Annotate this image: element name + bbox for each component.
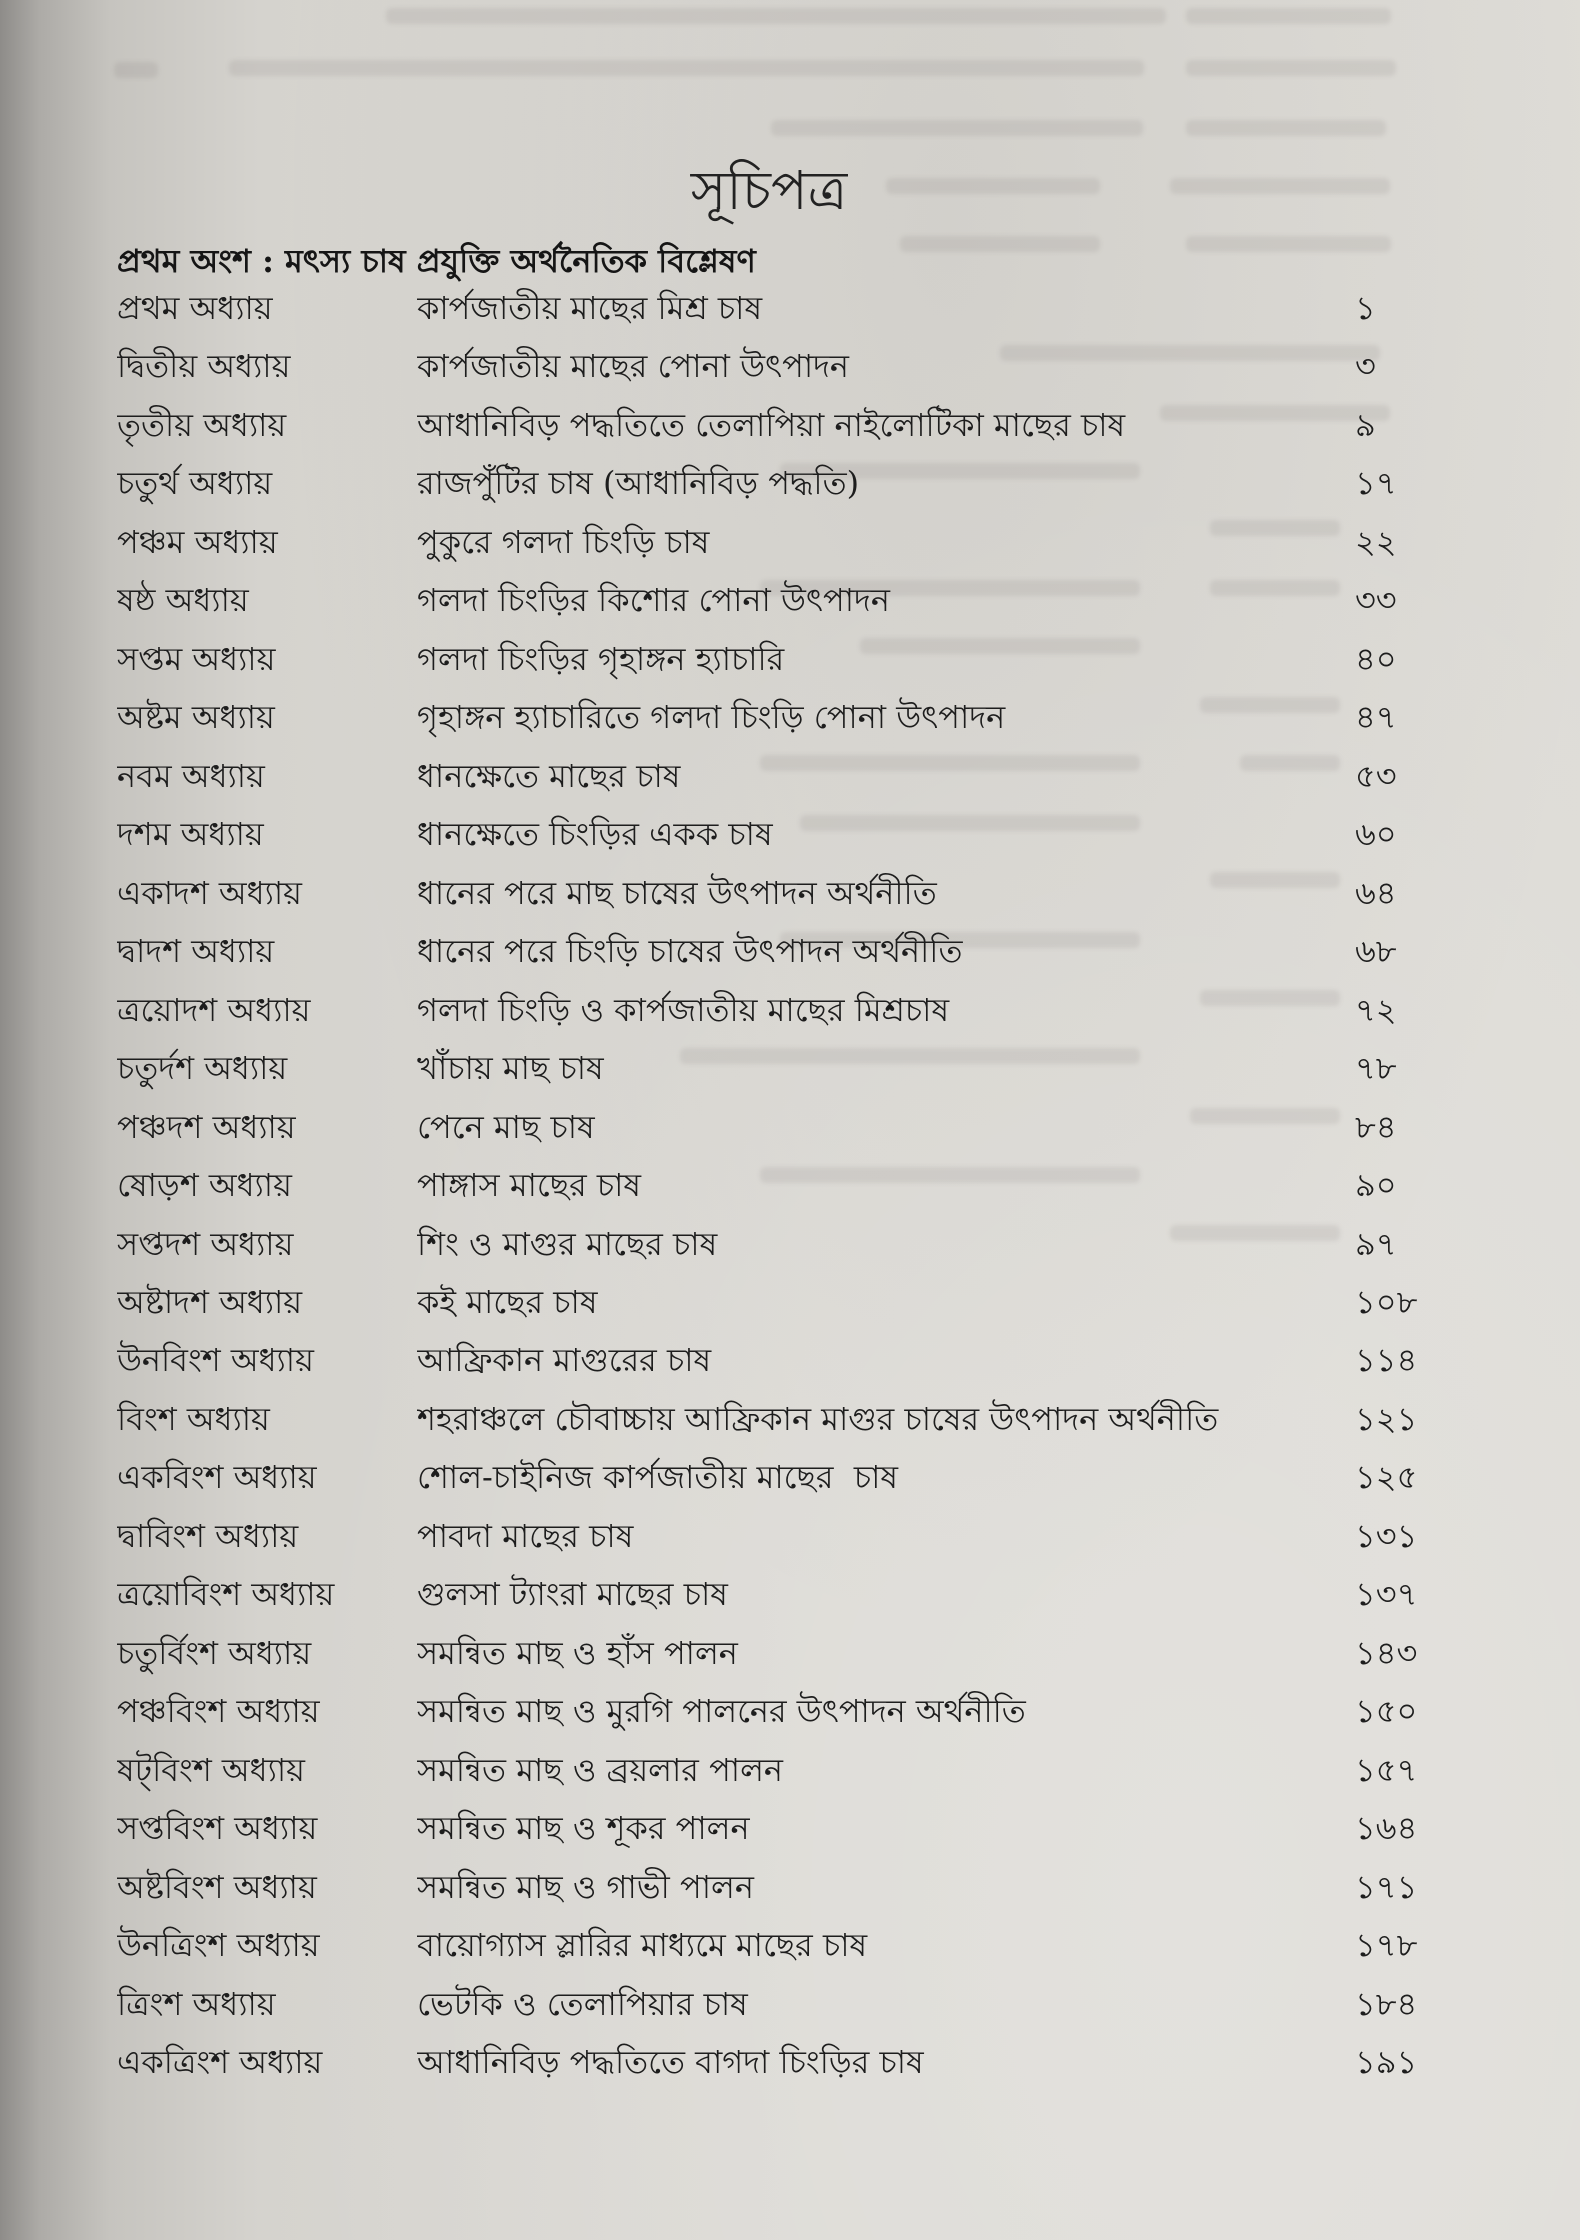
toc-row [0, 1799, 1580, 1857]
toc-row [0, 1624, 1580, 1682]
toc-row [0, 1215, 1580, 1273]
page-number: ৯০ [1355, 1166, 1397, 1205]
toc-row [0, 513, 1580, 571]
toc-row [0, 1039, 1580, 1097]
toc-row [0, 571, 1580, 629]
chapter-title: সমন্বিত মাছ ও ব্রয়লার পালন [417, 1750, 784, 1789]
section-heading: প্রথম অংশ : মৎস্য চাষ প্রযুক্তি অর্থনৈতিক বিশ্লেষণ [117, 242, 756, 280]
chapter-title: ধানের পরে চিংড়ি চাষের উৎপাদন অর্থনীতি [417, 932, 963, 971]
chapter-title: গলদা চিংড়ি ও কার্পজাতীয় মাছের মিশ্রচাষ [417, 990, 950, 1029]
chapter-label: একত্রিংশ অধ্যায় [117, 2043, 323, 2082]
toc-row [0, 1565, 1580, 1623]
page-number: ৫৩ [1355, 756, 1397, 795]
page-number: ৯ [1355, 405, 1376, 444]
toc-row [0, 1156, 1580, 1214]
page-number: ১৫৭ [1355, 1750, 1418, 1789]
chapter-title: সমন্বিত মাছ ও হাঁস পালন [417, 1633, 738, 1672]
toc-row [0, 1741, 1580, 1799]
page-number: ১৫০ [1355, 1692, 1418, 1731]
toc-row [0, 981, 1580, 1039]
chapter-title: শিং ও মাগুর মাছের চাষ [417, 1224, 718, 1263]
chapter-label: অষ্টম অধ্যায় [117, 698, 275, 737]
toc-row [0, 2033, 1580, 2091]
chapter-label: চতুর্থ অধ্যায় [117, 464, 273, 503]
chapter-title: বায়োগ্যাস স্লারির মাধ্যমে মাছের চাষ [417, 1926, 868, 1965]
chapter-title: সমন্বিত মাছ ও গাভী পালন [417, 1867, 754, 1906]
chapter-label: ত্রয়োবিংশ অধ্যায় [117, 1575, 335, 1614]
chapter-label: দ্বাবিংশ অধ্যায় [117, 1516, 299, 1555]
chapter-title: কার্পজাতীয় মাছের পোনা উৎপাদন [417, 347, 850, 386]
toc-row [0, 337, 1580, 395]
chapter-title: আধানিবিড় পদ্ধতিতে বাগদা চিংড়ির চাষ [417, 2043, 924, 2082]
toc-row [0, 1858, 1580, 1916]
page-number: ১৬৪ [1355, 1809, 1418, 1848]
page-number: ৭২ [1355, 990, 1397, 1029]
chapter-title: পুকুরে গলদা চিংড়ি চাষ [417, 522, 710, 561]
chapter-title: গুলসা ট্যাংরা মাছের চাষ [417, 1575, 728, 1614]
chapter-title: শহরাঞ্চলে চৌবাচ্চায় আফ্রিকান মাগুর চাষের উৎপাদন অর্থনীতি [417, 1399, 1219, 1438]
page-number: ৮৪ [1355, 1107, 1397, 1146]
chapter-label: সপ্তদশ অধ্যায় [117, 1224, 294, 1263]
page-number: ১২৫ [1355, 1458, 1418, 1497]
page-number: ১৩১ [1355, 1516, 1418, 1555]
chapter-label: সপ্তবিংশ অধ্যায় [117, 1809, 318, 1848]
chapter-title: কই মাছের চাষ [417, 1282, 598, 1321]
page-number: ২২ [1355, 522, 1397, 561]
page-number: ১১৪ [1355, 1341, 1418, 1380]
toc-row [0, 688, 1580, 746]
page-number: ১ [1355, 289, 1376, 327]
chapter-title: পাঙ্গাস মাছের চাষ [417, 1166, 642, 1205]
chapter-label: পঞ্চবিংশ অধ্যায় [117, 1692, 320, 1731]
chapter-label: উনবিংশ অধ্যায় [117, 1341, 314, 1380]
toc-row [0, 864, 1580, 922]
chapter-title: আধানিবিড় পদ্ধতিতে তেলাপিয়া নাইলোটিকা মাছের চাষ [417, 405, 1126, 444]
chapter-label: ষষ্ঠ অধ্যায় [117, 581, 249, 620]
chapter-title: শোল-চাইনিজ কার্পজাতীয় মাছের চাষ [417, 1458, 899, 1497]
chapter-label: দ্বাদশ অধ্যায় [117, 932, 275, 971]
chapter-label: ত্রিংশ অধ্যায় [117, 1984, 276, 2023]
chapter-title: পাবদা মাছের চাষ [417, 1516, 634, 1555]
chapter-title: কার্পজাতীয় মাছের মিশ্র চাষ [417, 289, 763, 327]
chapter-label: পঞ্চদশ অধ্যায় [117, 1107, 296, 1146]
toc-row [0, 1507, 1580, 1565]
chapter-label: প্রথম অধ্যায় [117, 289, 273, 327]
chapter-title: ধানক্ষেতে চিংড়ির একক চাষ [417, 815, 773, 854]
chapter-label: দশম অধ্যায় [117, 815, 264, 854]
page-number: ১৭ [1355, 464, 1397, 503]
toc-row [0, 1682, 1580, 1740]
page-number: ৪০ [1355, 639, 1397, 678]
chapter-title: পেনে মাছ চাষ [417, 1107, 595, 1146]
chapter-label: একবিংশ অধ্যায় [117, 1458, 317, 1497]
toc-row [0, 1331, 1580, 1389]
chapter-title: গলদা চিংড়ির কিশোর পোনা উৎপাদন [417, 581, 890, 620]
chapter-title: গৃহাঙ্গন হ্যাচারিতে গলদা চিংড়ি পোনা উৎপাদন [417, 698, 1006, 737]
toc-row [0, 805, 1580, 863]
page-number: ৭৮ [1355, 1049, 1397, 1088]
page-number: ১৩৭ [1355, 1575, 1418, 1614]
page-number: ১০৮ [1355, 1282, 1418, 1321]
page-title: সূচিপত্র [690, 159, 848, 222]
page-number: ১৭১ [1355, 1867, 1418, 1906]
toc-row [0, 396, 1580, 454]
page-number: ৩৩ [1355, 581, 1397, 620]
page-number: ৪৭ [1355, 698, 1397, 737]
chapter-label: বিংশ অধ্যায় [117, 1399, 270, 1438]
chapter-label: ষট্‌বিংশ অধ্যায় [117, 1750, 305, 1789]
page-number: ১৮৪ [1355, 1984, 1418, 2023]
toc-row [0, 922, 1580, 980]
chapter-title: সমন্বিত মাছ ও মুরগি পালনের উৎপাদন অর্থনীতি [417, 1692, 1026, 1731]
page-number: ৬৪ [1355, 873, 1397, 912]
page-number: ৯৭ [1355, 1224, 1397, 1263]
chapter-label: নবম অধ্যায় [117, 756, 265, 795]
chapter-label: একাদশ অধ্যায় [117, 873, 302, 912]
chapter-title: গলদা চিংড়ির গৃহাঙ্গন হ্যাচারি [417, 639, 785, 678]
chapter-label: তৃতীয় অধ্যায় [117, 405, 287, 444]
page-number: ৩ [1355, 347, 1376, 386]
chapter-label: দ্বিতীয় অধ্যায় [117, 347, 291, 386]
chapter-label: উনত্রিংশ অধ্যায় [117, 1926, 320, 1965]
page-number: ৬০ [1355, 815, 1397, 854]
chapter-label: ষোড়শ অধ্যায় [117, 1166, 292, 1205]
toc-row [0, 279, 1580, 337]
toc-row [0, 747, 1580, 805]
toc-row [0, 1448, 1580, 1506]
chapter-title: ভেটকি ও তেলাপিয়ার চাষ [417, 1984, 748, 2023]
toc-row [0, 1975, 1580, 2033]
chapter-label: অষ্টাদশ অধ্যায় [117, 1282, 303, 1321]
page-number: ১৯১ [1355, 2043, 1418, 2082]
chapter-label: চতুর্বিংশ অধ্যায় [117, 1633, 312, 1672]
toc-row [0, 1916, 1580, 1974]
chapter-title: আফ্রিকান মাগুরের চাষ [417, 1341, 712, 1380]
toc-row [0, 454, 1580, 512]
chapter-label: ত্রয়োদশ অধ্যায় [117, 990, 311, 1029]
chapter-title: রাজপুঁটির চাষ (আধানিবিড় পদ্ধতি) [417, 464, 860, 503]
chapter-title: ধানক্ষেতে মাছের চাষ [417, 756, 681, 795]
chapter-label: অষ্টবিংশ অধ্যায় [117, 1867, 317, 1906]
toc-row [0, 1273, 1580, 1331]
chapter-title: খাঁচায় মাছ চাষ [417, 1049, 604, 1088]
chapter-label: পঞ্চম অধ্যায় [117, 522, 278, 561]
chapter-label: সপ্তম অধ্যায় [117, 639, 276, 678]
chapter-label: চতুর্দশ অধ্যায় [117, 1049, 288, 1088]
toc-row [0, 1098, 1580, 1156]
toc-row [0, 1390, 1580, 1448]
table-of-contents [0, 279, 1580, 2109]
page-number: ১৪৩ [1355, 1633, 1418, 1672]
chapter-title: ধানের পরে মাছ চাষের উৎপাদন অর্থনীতি [417, 873, 937, 912]
page-number: ১৭৮ [1355, 1926, 1418, 1965]
chapter-title: সমন্বিত মাছ ও শূকর পালন [417, 1809, 750, 1848]
page-number: ৬৮ [1355, 932, 1397, 971]
toc-row [0, 630, 1580, 688]
page-number: ১২১ [1355, 1399, 1418, 1438]
